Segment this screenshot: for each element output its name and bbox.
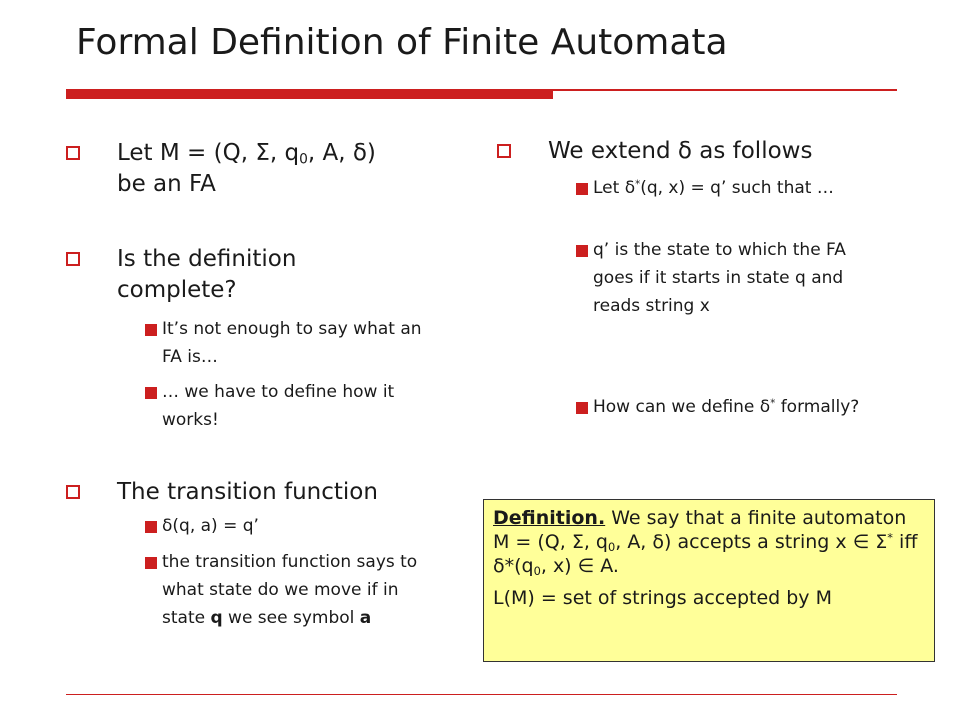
sub-bullet-text: the transition function says to what state do we move if in state q we see symbol a — [162, 552, 418, 628]
title-underline-thin — [553, 89, 897, 91]
hollow-square-bullet-icon — [66, 252, 80, 266]
title-underline-thick — [66, 89, 553, 99]
bullet-text: The transition function — [117, 479, 378, 505]
sub-bullet-text: It’s not enough to say what an FA is… — [162, 319, 422, 367]
slide-title: Formal Definition of Finite Automata — [76, 22, 728, 63]
filled-square-bullet-icon — [576, 402, 588, 414]
filled-square-bullet-icon — [145, 521, 157, 533]
filled-square-bullet-icon — [576, 183, 588, 195]
footer-rule — [66, 694, 897, 695]
hollow-square-bullet-icon — [497, 144, 511, 158]
sub-bullet-delta — [145, 512, 445, 540]
sub-bullet-text: How can we define δ* formally? — [593, 397, 860, 417]
definition-text: Definition. We say that a finite automaton M = (Q, Σ, $q_0$, A, δ) accepts a string x ∈ Σ* iff $\delta*(q_0$, x) ∈ A. — [493, 507, 918, 578]
sub-bullet-text: Let δ*(q, x) = q’ such that … — [593, 178, 834, 198]
sub-bullet-text: … we have to define how it works! — [162, 382, 395, 430]
sub-bullet-let-delta-star — [576, 174, 876, 202]
filled-square-bullet-icon — [576, 245, 588, 257]
sub-bullet-transition-explain — [145, 548, 445, 632]
bullet-definition-complete — [66, 244, 446, 306]
bullet-fa-definition — [66, 138, 446, 200]
definition-label: Definition. — [493, 507, 606, 529]
sub-bullet-q-prime-state — [576, 236, 876, 320]
hollow-square-bullet-icon — [66, 146, 80, 160]
bullet-text: We extend δ as follows — [548, 138, 813, 164]
sub-bullet-how-it-works — [145, 378, 445, 434]
bullet-transition-function — [66, 477, 446, 508]
bullet-extend-delta — [497, 136, 917, 167]
sub-bullet-text: δ(q, a) = q’ — [162, 516, 259, 536]
filled-square-bullet-icon — [145, 387, 157, 399]
definition-box — [483, 499, 935, 662]
filled-square-bullet-icon — [145, 324, 157, 336]
hollow-square-bullet-icon — [66, 485, 80, 499]
bullet-text: Let M = (Q, Σ, $q_0$, A, δ) be an FA — [117, 140, 376, 197]
sub-bullet-not-enough — [145, 315, 445, 371]
filled-square-bullet-icon — [145, 557, 157, 569]
bullet-text: Is the definition complete? — [117, 246, 297, 303]
sub-bullet-text: q’ is the state to which the FA goes if it starts in state q and reads string x — [593, 240, 846, 316]
language-definition: L(M) = set of strings accepted by M — [493, 587, 832, 609]
sub-bullet-define-formally — [576, 393, 876, 421]
